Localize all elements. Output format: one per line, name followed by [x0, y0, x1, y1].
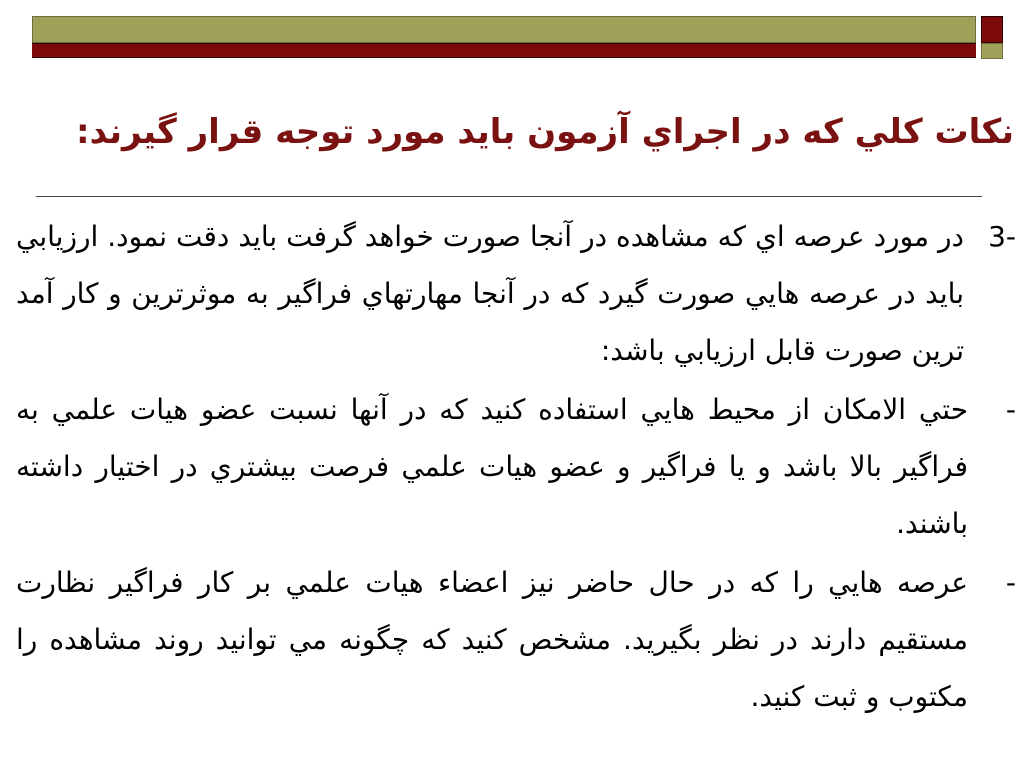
item-text: در مورد عرصه اي كه مشاهده در آنجا صورت خواهد گرفت بايد دقت نمود. ارزيابي بايد در عرصه هايي صورت گيرد كه در آنجا مهارتهاي فراگير به موثرترين و كار آمد ترين صورت قابل ارزيابي باشد: [16, 220, 964, 367]
header-decoration-bar [32, 16, 976, 58]
item-text: حتي الامكان از محيط هايي استفاده كنيد كه در آنها نسبت عضو هيات علمي به فراگير بالا باشد و يا فراگير و عضو هيات علمي فرصت بيشتري در اختيار داشته باشند. [16, 393, 968, 540]
olive-stripe [32, 16, 976, 43]
slide-body [16, 208, 1016, 727]
list-item-3 [16, 208, 1016, 379]
corner-square-maroon [981, 16, 1003, 43]
corner-square-olive [981, 43, 1003, 59]
list-item-bullet-2 [16, 554, 1016, 725]
bullet-dash: - [1005, 393, 1016, 426]
slide-title: نكات كلي كه در اجراي آزمون بايد مورد توجه قرار گيرند: [75, 112, 1014, 152]
list-item-bullet-1 [16, 381, 1016, 552]
title-divider [36, 196, 982, 197]
item-number: 3- [988, 220, 1016, 253]
bullet-dash: - [1005, 566, 1016, 599]
maroon-stripe [32, 43, 976, 58]
item-text: عرصه هايي را كه در حال حاضر نيز اعضاء هيات علمي بر كار فراگير نظارت مستقيم دارند در نظر بگيريد. مشخص كنيد كه چگونه مي توانيد روند مشاهده را مكتوب و ثبت كنيد. [16, 566, 968, 713]
